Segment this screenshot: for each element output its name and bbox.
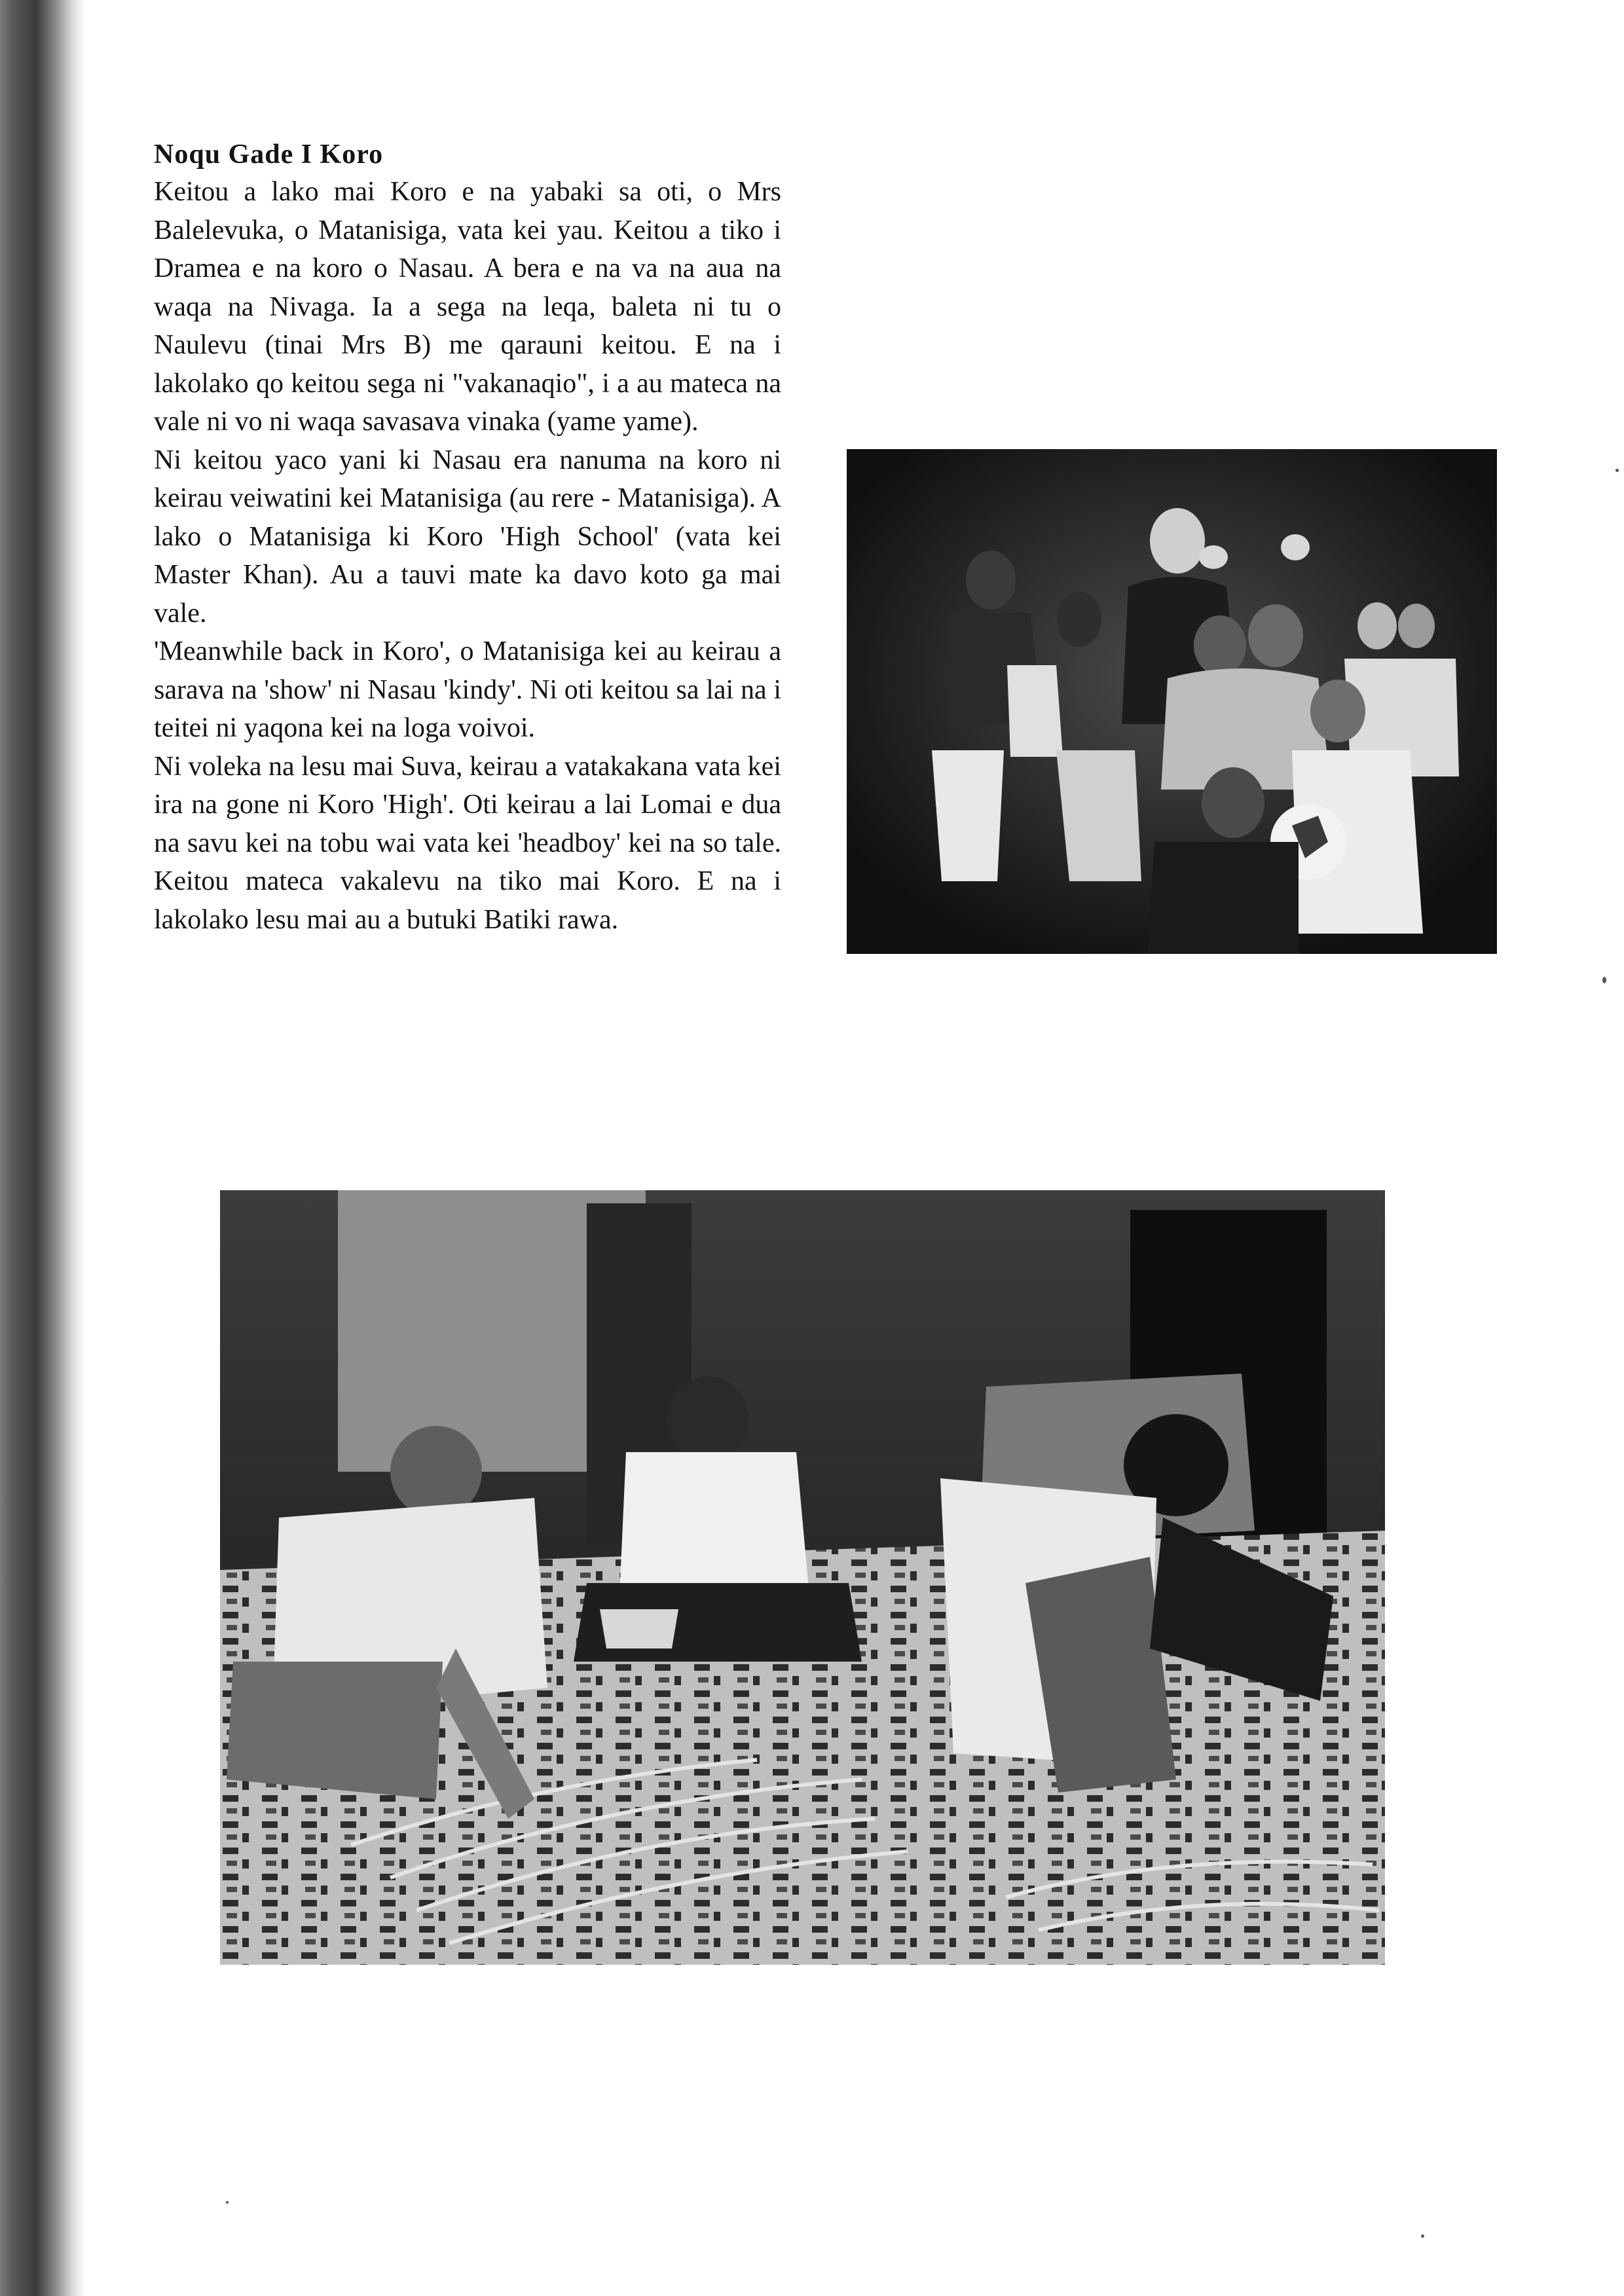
page-speck xyxy=(1602,977,1606,983)
page-speck xyxy=(226,2201,229,2204)
photo-weaving-illustration xyxy=(220,1190,1385,1965)
photo-children-illustration xyxy=(847,449,1497,954)
page-speck xyxy=(1421,2234,1424,2238)
article-paragraph-3: 'Meanwhile back in Koro', o Matanisiga kei au keirau a sarava na 'show' ni Nasau 'kindy'. Ni oti keitou sa lai na i teitei ni yaqona kei na loga voivoi. xyxy=(154,636,781,743)
article-paragraph-2: Ni keitou yaco yani ki Nasau era nanuma na koro ni keirau veiwatini kei Matanisiga (au rere - Matanisiga). A lako o Matanisiga ki Koro 'High School' (vata kei Master Khan). Au a tauvi mate ka davo koto ga mai vale. xyxy=(154,445,781,629)
photo-children-group xyxy=(847,449,1497,954)
article xyxy=(154,136,781,939)
article-paragraph-4: Ni voleka na lesu mai Suva, keirau a vatakakana vata kei ira na gone ni Koro 'High'. Oti keirau a lai Lomai e dua na savu kei na tobu wai vata kei 'headboy' kei na so tale. Keitou mateca vakalevu na tiko mai Koro. E na i lakolako lesu mai au a butuki Batiki rawa. xyxy=(154,751,781,935)
article-paragraph-1: Keitou a lako mai Koro e na yabaki sa oti, o Mrs Balelevuka, o Matanisiga, vata kei yau. Keitou a tiko i Dramea e na koro o Nasau. A bera e na va na aua na waqa na Nivaga. Ia a sega na leqa, baleta ni tu o Naulevu (tinai Mrs B) me qarauni keitou. E na i lakolako qo keitou sega ni "vakanaqio", i a au mateca na vale ni vo ni waqa savasava vinaka (yame yame). xyxy=(154,177,781,437)
page-speck xyxy=(1615,469,1619,472)
photo-mat-weaving xyxy=(220,1190,1385,1965)
article-title: Noqu Gade I Koro xyxy=(154,139,384,170)
page-binding-shadow xyxy=(0,0,85,2296)
